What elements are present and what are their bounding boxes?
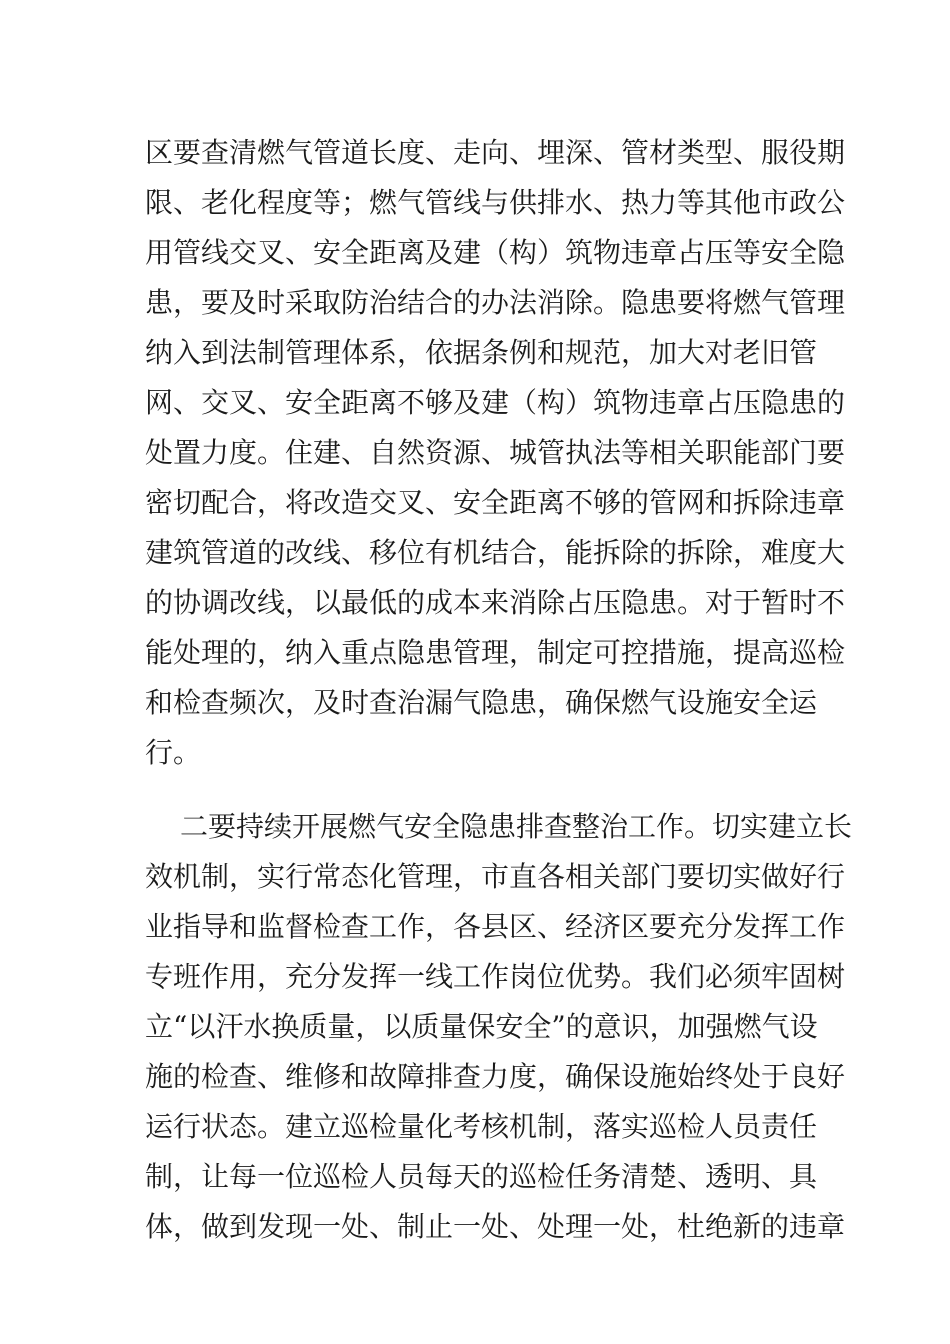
text-line: 业指导和监督检查工作，各县区、经济区要充分发挥工作 bbox=[145, 910, 846, 943]
text-line-last: 行。 bbox=[145, 736, 202, 769]
text-line: 施的检查、维修和故障排查力度，确保设施始终处于良好 bbox=[145, 1060, 846, 1093]
text-line: 处置力度。住建、自然资源、城管执法等相关职能部门要 bbox=[145, 436, 846, 469]
text-line: 密切配合，将改造交叉、安全距离不够的管网和拆除违章 bbox=[145, 486, 846, 519]
text-line: 专班作用，充分发挥一线工作岗位优势。我们必须牢固树 bbox=[145, 960, 846, 993]
text-line: 和检查频次，及时查治漏气隐患，确保燃气设施安全运 bbox=[145, 686, 818, 719]
text-line: 运行状态。建立巡检量化考核机制，落实巡检人员责任 bbox=[145, 1110, 818, 1143]
text-line: 能处理的，纳入重点隐患管理，制定可控措施，提高巡检 bbox=[145, 636, 846, 669]
text-line: 效机制，实行常态化管理，市直各相关部门要切实做好行 bbox=[145, 860, 846, 893]
text-line: 的协调改线，以最低的成本来消除占压隐患。对于暂时不 bbox=[145, 586, 846, 619]
text-line: 患，要及时采取防治结合的办法消除。隐患要将燃气管理 bbox=[145, 286, 846, 319]
text-line: 网、交叉、安全距离不够及建（构）筑物违章占压隐患的 bbox=[145, 386, 846, 419]
paragraph-first-line: 二要持续开展燃气安全隐患排查整治工作。切实建立长 bbox=[180, 810, 853, 843]
text-line: 用管线交叉、安全距离及建（构）筑物违章占压等安全隐 bbox=[145, 236, 846, 269]
text-line: 纳入到法制管理体系，依据条例和规范，加大对老旧管 bbox=[145, 336, 818, 369]
text-line: 制，让每一位巡检人员每天的巡检任务清楚、透明、具 bbox=[145, 1160, 818, 1193]
text-line: 限、老化程度等；燃气管线与供排水、热力等其他市政公 bbox=[145, 186, 846, 219]
text-line: 建筑管道的改线、移位有机结合，能拆除的拆除，难度大 bbox=[145, 536, 846, 569]
text-line: 区要查清燃气管道长度、走向、埋深、管材类型、服役期 bbox=[145, 136, 846, 169]
text-line: 立“以汗水换质量，以质量保安全”的意识，加强燃气设 bbox=[145, 1010, 818, 1043]
text-line: 体，做到发现一处、制止一处、处理一处，杜绝新的违章 bbox=[145, 1210, 846, 1243]
